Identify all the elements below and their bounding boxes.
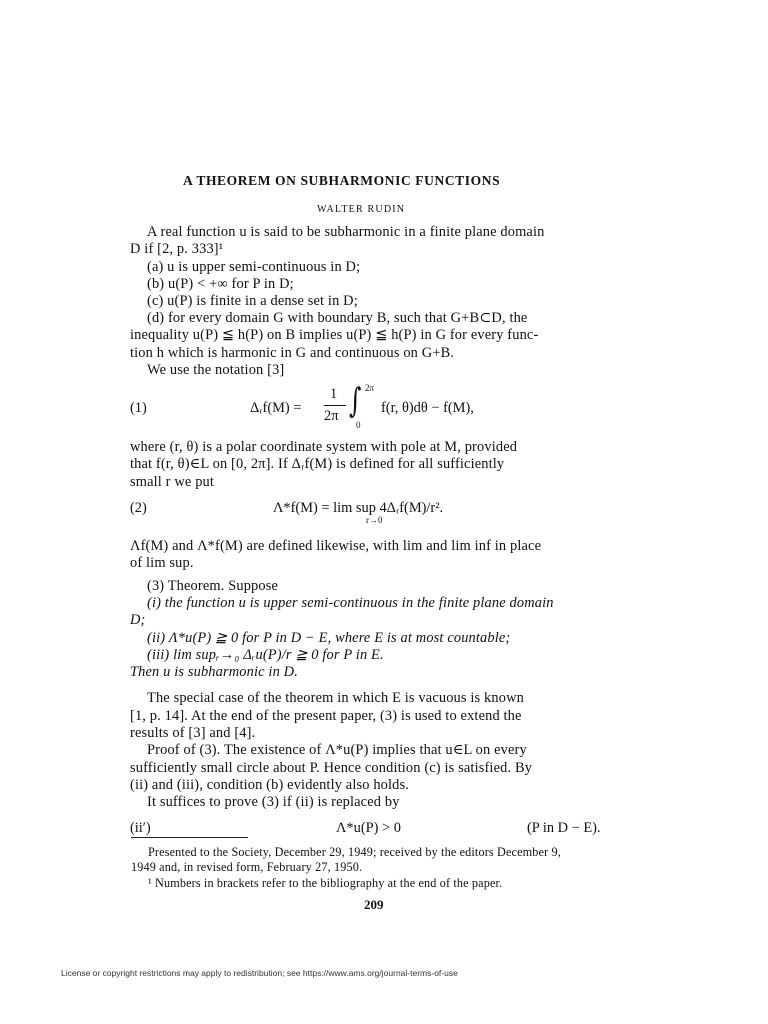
equation-number: (2) bbox=[130, 500, 147, 516]
paragraph-line: We use the notation [3] bbox=[147, 362, 285, 378]
condition-c: (c) u(P) is finite in a dense set in D; bbox=[147, 293, 358, 309]
footnote-line: 1949 and, in revised form, February 27, 1950. bbox=[131, 860, 363, 874]
equation-three: Λ*u(P) > 0 bbox=[336, 820, 401, 836]
theorem-heading: (3) Theorem. Suppose bbox=[147, 578, 279, 594]
theorem-conclusion: Then u is subharmonic in D. bbox=[130, 664, 298, 680]
condition-b: (b) u(P) < +∞ for P in D; bbox=[147, 276, 294, 292]
fraction-denominator: 2π bbox=[324, 408, 339, 424]
fraction-bar bbox=[324, 405, 346, 406]
equation-number: (ii′) bbox=[130, 820, 151, 836]
author-name: WALTER RUDIN bbox=[317, 204, 406, 215]
theorem-line: (i) the function u is upper semi-continuous in the finite plane domain bbox=[147, 595, 554, 611]
integral-sign: ∫ bbox=[349, 381, 362, 421]
footnote-rule bbox=[131, 837, 248, 838]
paragraph-line: small r we put bbox=[130, 474, 215, 490]
paragraph-line: A real function u is said to be subharmonic in a finite plane domain bbox=[147, 224, 545, 240]
license-notice: License or copyright restrictions may apply to redistribution; see https://www.ams.org/journal-terms-of-use bbox=[61, 968, 458, 978]
equation-number: (1) bbox=[130, 400, 147, 416]
equation-two: Λ*f(M) = lim sup 4Δᵣf(M)/r². bbox=[273, 500, 444, 516]
theorem-line: D; bbox=[130, 612, 146, 628]
paragraph-line: D if [2, p. 333]¹ bbox=[130, 241, 224, 257]
paragraph-line: (ii) and (iii), condition (b) evidently also holds. bbox=[130, 777, 410, 793]
condition-d: (d) for every domain G with boundary B, such that G+B⊂D, the bbox=[147, 310, 528, 326]
paragraph-line: The special case of the theorem in which E is vacuous is known bbox=[147, 690, 524, 706]
paragraph-line: inequality u(P) ≦ h(P) on B implies u(P) ≦ h(P) in G for every func- bbox=[130, 327, 539, 343]
paragraph-line: It suffices to prove (3) if (ii) is replaced by bbox=[147, 794, 400, 810]
fraction-numerator: 1 bbox=[330, 386, 338, 402]
proof-heading-line: Proof of (3). The existence of Λ*u(P) implies that u∈L on every bbox=[147, 742, 527, 758]
integral-lower-limit: 0 bbox=[356, 420, 361, 430]
footnote-line: Presented to the Society, December 29, 1949; received by the editors December 9, bbox=[148, 845, 561, 859]
condition-a: (a) u is upper semi-continuous in D; bbox=[147, 259, 361, 275]
paragraph-line: tion h which is harmonic in G and continuous on G+B. bbox=[130, 345, 455, 361]
paragraph-line: where (r, θ) is a polar coordinate system with pole at M, provided bbox=[130, 439, 518, 455]
integral-upper-limit: 2π bbox=[365, 383, 375, 393]
theorem-line: (iii) lim supᵣ→₀ Δᵣu(P)/r ≧ 0 for P in E. bbox=[147, 647, 384, 663]
paragraph-line: sufficiently small circle about P. Hence condition (c) is satisfied. By bbox=[130, 760, 533, 776]
paragraph-line: that f(r, θ)∈L on [0, 2π]. If Δᵣf(M) is defined for all sufficiently bbox=[130, 456, 505, 472]
paragraph-line: Λf(M) and Λ*f(M) are defined likewise, with lim and lim inf in place bbox=[130, 538, 542, 554]
theorem-line: (ii) Λ*u(P) ≧ 0 for P in D − E, where E is at most countable; bbox=[147, 630, 511, 646]
limit-subscript: r→0 bbox=[366, 515, 383, 525]
equation-condition: (P in D − E). bbox=[527, 820, 601, 836]
paragraph-line: results of [3] and [4]. bbox=[130, 725, 256, 741]
equation-lhs: Δᵣf(M) = bbox=[250, 400, 302, 416]
paragraph-line: of lim sup. bbox=[130, 555, 194, 571]
article-title: A THEOREM ON SUBHARMONIC FUNCTIONS bbox=[183, 173, 501, 188]
equation-rhs: f(r, θ)dθ − f(M), bbox=[381, 400, 474, 416]
footnote-line: ¹ Numbers in brackets refer to the bibliography at the end of the paper. bbox=[148, 876, 503, 890]
page-number: 209 bbox=[364, 897, 384, 912]
paragraph-line: [1, p. 14]. At the end of the present paper, (3) is used to extend the bbox=[130, 708, 522, 724]
